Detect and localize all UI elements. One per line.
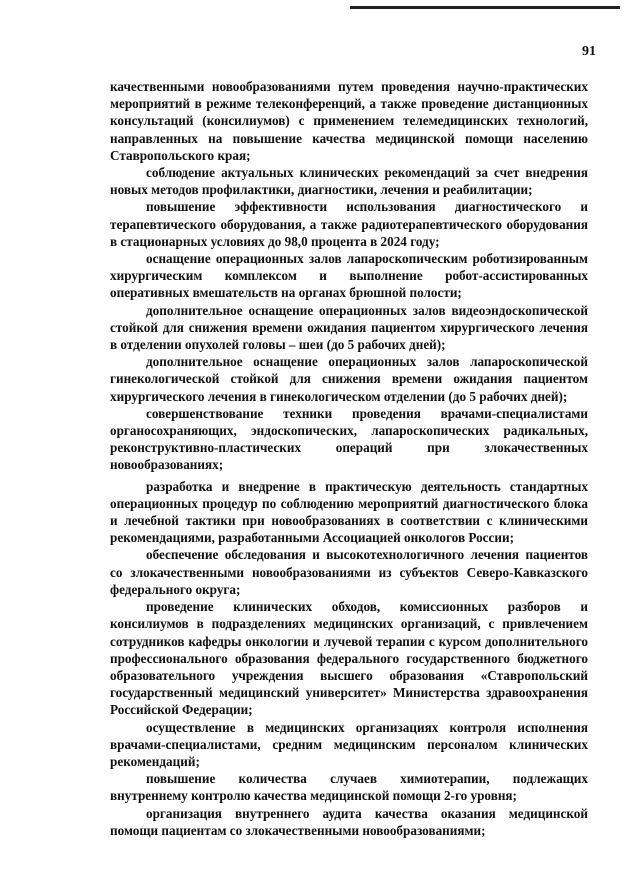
- paragraph: проведение клинических обходов, комиссионных разборов и консилиумов в подразделениях медицинских организаций, с привлечением сотрудников кафедры онкологии и лучевой терапии с курсом дополнительного профессионального образования федерального государственного бюджетного образовательного учреждения высшего образования «Ставропольский государственный медицинский университет» Министерства здравоохранения Российской Федерации;: [110, 599, 588, 718]
- paragraph: повышение эффективности использования диагностического и терапевтического оборудования, а также радиотерапевтического оборудования в стационарных условиях до 98,0 процента в 2024 году;: [110, 199, 588, 249]
- paragraph: обеспечение обследования и высокотехнологичного лечения пациентов со злокачественными новообразованиями из субъектов Северо-Кавказского федерального округа;: [110, 547, 588, 597]
- paragraph: дополнительное оснащение операционных залов лапароскопической гинекологической стойкой для снижения времени ожидания пациентом хирургического лечения в гинекологическом отделении (до 5 рабочих дней);: [110, 354, 588, 404]
- paragraph: качественными новообразованиями путем проведения научно-практических мероприятий в режиме телеконференций, а также проведение дистанционных консультаций (консилиумов) с применением телемедицинских технологий, направленных на повышение качества медицинской помощи населению Ставропольского края;: [110, 79, 588, 163]
- paragraph: разработка и внедрение в практическую деятельность стандартных операционных процедур по соблюдению мероприятий диагностического блока и лечебной тактики при новообразованиях в соответствии с клиническими рекомендациями, разработанными Ассоциацией онкологов России;: [110, 478, 588, 546]
- paragraph: соблюдение актуальных клинических рекомендаций за счет внедрения новых методов профилактики, диагностики, лечения и реабилитации;: [110, 165, 588, 198]
- paragraph: повышение количества случаев химиотерапии, подлежащих внутреннему контролю качества медицинской помощи 2-го уровня;: [110, 771, 588, 804]
- top-rule: [350, 6, 620, 9]
- document-body: [110, 78, 588, 839]
- paragraph: оснащение операционных залов лапароскопическим роботизированным хирургическим комплексом и выполнение робот-ассистированных оперативных вмешательств на органах брюшной полости;: [110, 251, 588, 301]
- page-number: 91: [582, 44, 596, 59]
- paragraph: организация внутреннего аудита качества оказания медицинской помощи пациентам со злокачественными новообразованиями;: [110, 805, 588, 838]
- paragraph: дополнительное оснащение операционных залов видеоэндоскопической стойкой для снижения времени ожидания пациентом хирургического лечения в отделении опухолей головы – шеи (до 5 рабочих дней);: [110, 302, 588, 353]
- paragraph: совершенствование техники проведения врачами-специалистами органосохраняющих, эндоскопических, лапароскопических радикальных, реконструктивно-пластических операций при злокачественных новообразованиях;: [110, 405, 588, 473]
- paragraph: осуществление в медицинских организациях контроля исполнения врачами-специалистами, средним медицинским персоналом клинических рекомендаций;: [110, 719, 588, 769]
